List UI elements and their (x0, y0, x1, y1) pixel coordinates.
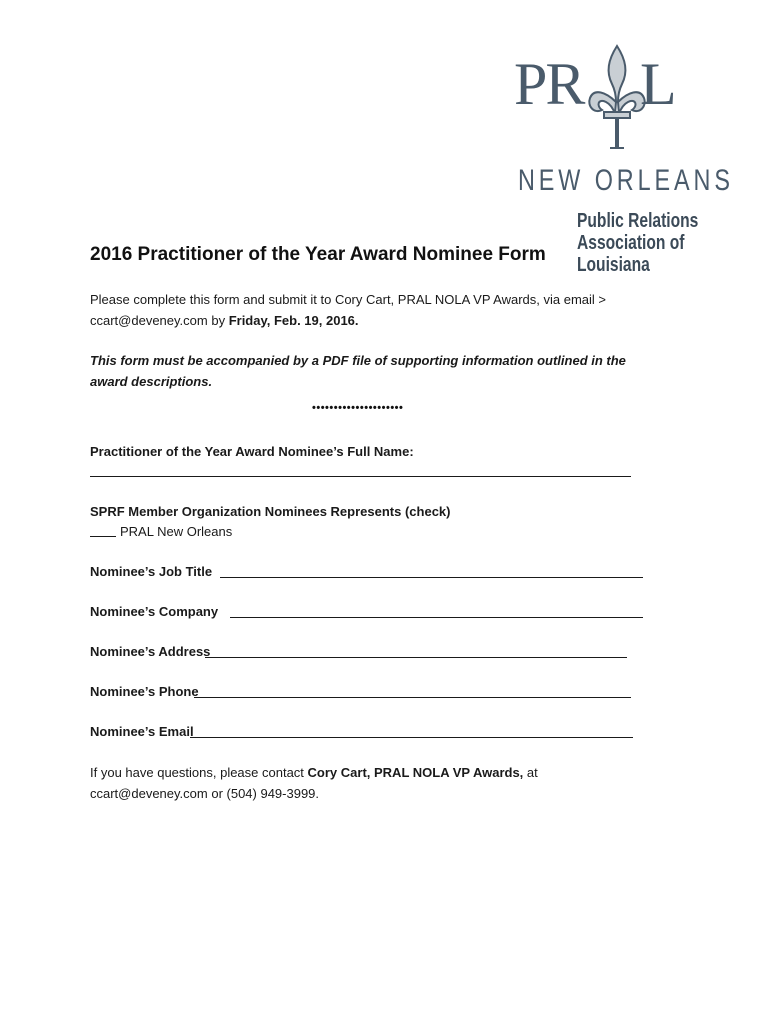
pdf-requirement-note: This form must be accompanied by a PDF file of supporting information outlined in the award descriptions. (90, 353, 626, 389)
contact-paragraph (90, 762, 650, 804)
logo-org-line1: Public Relations (577, 210, 699, 232)
full-name-label: Practitioner of the Year Award Nominee’s Full Name: (90, 444, 414, 459)
job-title-field[interactable] (220, 577, 643, 578)
logo-wordmark: PR L (514, 51, 675, 117)
contact-name: Cory Cart, PRAL NOLA VP Awards, (307, 765, 524, 780)
phone-field[interactable] (194, 697, 631, 698)
intro-text: Please complete this form and submit it to Cory Cart, PRAL NOLA VP Awards, via email > ccart@deveney.com by (90, 292, 607, 328)
deadline: Friday, Feb. 19, 2016. (228, 313, 359, 328)
logo-org-line2: Association of (577, 232, 685, 254)
phone-label: Nominee’s Phone (90, 684, 199, 699)
address-label: Nominee’s Address (90, 644, 211, 659)
pral-logo (514, 44, 734, 276)
organization-label: SPRF Member Organization Nominees Represents (check) (90, 504, 451, 519)
job-title-label: Nominee’s Job Title (90, 564, 213, 579)
logo-city: NEW ORLEANS (518, 164, 734, 197)
company-label: Nominee’s Company (90, 604, 219, 619)
company-field[interactable] (230, 617, 643, 618)
logo-org-line3: Louisiana (577, 254, 650, 276)
organization-checkbox-blank[interactable] (90, 524, 116, 537)
organization-option (90, 524, 232, 539)
contact-text-start: If you have questions, please contact (90, 765, 308, 780)
contact-text-end: at ccart@deveney.com or (504) 949-3999. (90, 765, 538, 801)
address-field[interactable] (205, 657, 627, 658)
logo-org-name (577, 210, 698, 276)
fleur-de-lis-icon (586, 44, 648, 154)
intro-paragraph (90, 289, 650, 331)
email-field[interactable] (190, 737, 633, 738)
section-divider: ••••••••••••••••••••• (312, 402, 404, 414)
organization-option-label: PRAL New Orleans (120, 524, 233, 539)
email-label: Nominee’s Email (90, 724, 194, 739)
full-name-field[interactable] (90, 476, 631, 477)
form-title: 2016 Practitioner of the Year Award Nominee Form (90, 244, 546, 265)
